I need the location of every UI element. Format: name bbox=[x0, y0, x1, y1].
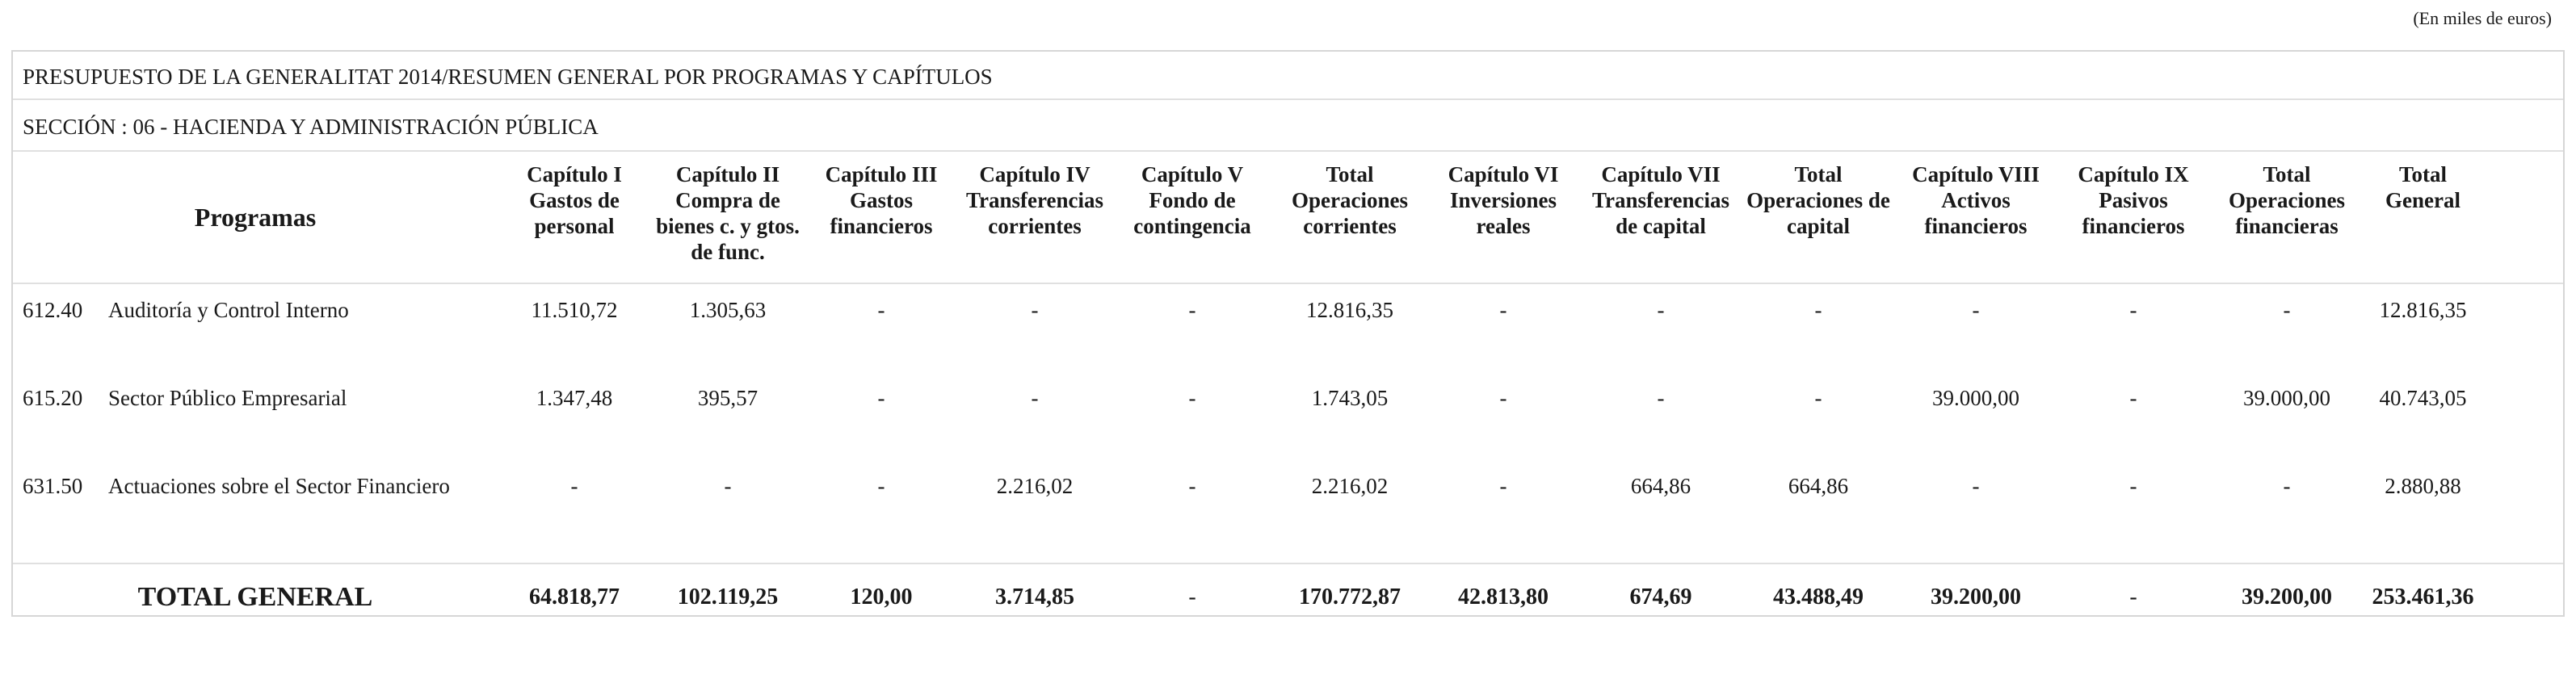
total-tot-fin: 39.200,00 bbox=[2242, 584, 2333, 610]
table-header-row bbox=[13, 152, 2563, 283]
col-header-tot-fin: Total Operaciones financieras bbox=[2210, 152, 2364, 283]
col-header-cap2: Capítulo II Compra de bienes c. y gtos. de func. bbox=[651, 152, 805, 283]
cell-cap7: 664,86 bbox=[1580, 460, 1742, 563]
cell-cap2: 395,57 bbox=[697, 386, 759, 410]
cell-tot-corr: 12.816,35 bbox=[1306, 298, 1394, 322]
col-header-cap7: Capítulo VII Transferencias de capital bbox=[1580, 152, 1742, 283]
col-header-cap4: Capítulo IV Transferencias corrientes bbox=[958, 152, 1112, 283]
total-cap9: - bbox=[2129, 584, 2137, 610]
cell-tot-fin: 39.000,00 bbox=[2243, 386, 2331, 410]
cell-cap8: - bbox=[1972, 298, 1980, 322]
col-header-total: Total General bbox=[2364, 152, 2482, 283]
total-spacer bbox=[2482, 563, 2563, 631]
total-general: 253.461,36 bbox=[2372, 584, 2474, 610]
cell-cap8: 39.000,00 bbox=[1932, 386, 2020, 410]
table-row bbox=[13, 283, 2563, 372]
total-tot-cap: 43.488,49 bbox=[1773, 584, 1864, 610]
cell-spacer bbox=[2482, 460, 2563, 563]
col-header-tot-corr: Total Operaciones corrientes bbox=[1273, 152, 1427, 283]
total-cap8: 39.200,00 bbox=[1931, 584, 2022, 610]
table-row bbox=[13, 460, 2563, 563]
cell-cap7: - bbox=[1657, 298, 1665, 322]
report-title: PRESUPUESTO DE LA GENERALITAT 2014/RESUMEN GENERAL POR PROGRAMAS Y CAPÍTULOS bbox=[13, 52, 2563, 100]
total-cap7: 674,69 bbox=[1629, 584, 1692, 610]
table-row bbox=[13, 372, 2563, 460]
cell-cap2: 1.305,63 bbox=[689, 298, 767, 322]
cell-cap5: - bbox=[1188, 386, 1196, 410]
program-code: 615.20 bbox=[23, 386, 83, 410]
cell-tot-cap: 664,86 bbox=[1742, 460, 1895, 563]
cell-spacer bbox=[2482, 283, 2563, 372]
cell-cap1: 1.347,48 bbox=[536, 386, 613, 410]
cell-cap3: - bbox=[877, 386, 885, 410]
cell-cap6: - bbox=[1499, 386, 1507, 410]
cell-cap6: - bbox=[1499, 298, 1507, 322]
col-header-cap1: Capítulo I Gastos de personal bbox=[498, 152, 651, 283]
cell-cap4: 2.216,02 bbox=[958, 460, 1112, 563]
total-tot-corr: 170.772,87 bbox=[1299, 584, 1401, 610]
col-header-cap3: Capítulo III Gastos financieros bbox=[805, 152, 958, 283]
program-name: Actuaciones sobre el Sector Financiero bbox=[108, 460, 498, 563]
total-cap3: 120,00 bbox=[850, 584, 913, 610]
total-cap2: 102.119,25 bbox=[677, 584, 779, 610]
cell-cap9: - bbox=[2129, 298, 2137, 322]
total-cap1: 64.818,77 bbox=[529, 584, 620, 610]
col-header-cap6: Capítulo VI Inversiones reales bbox=[1427, 152, 1580, 283]
cell-cap3: - bbox=[877, 298, 885, 322]
cell-tot-fin: - bbox=[2210, 460, 2364, 563]
col-header-tot-cap: Total Operaciones de capital bbox=[1742, 152, 1895, 283]
program-name: Auditoría y Control Interno bbox=[108, 298, 349, 322]
cell-tot-corr: 2.216,02 bbox=[1273, 460, 1427, 563]
budget-table bbox=[13, 152, 2563, 631]
col-header-programas: Programas bbox=[13, 152, 498, 283]
program-name: Sector Público Empresarial bbox=[108, 386, 347, 410]
col-header-spacer bbox=[2482, 152, 2563, 283]
cell-cap4: - bbox=[1031, 386, 1039, 410]
program-code: 612.40 bbox=[23, 298, 83, 322]
col-header-cap9: Capítulo IX Pasivos financieros bbox=[2057, 152, 2210, 283]
cell-cap6: - bbox=[1427, 460, 1580, 563]
cell-cap3: - bbox=[805, 460, 958, 563]
cell-tot-cap: - bbox=[1814, 386, 1822, 410]
cell-total: 12.816,35 bbox=[2379, 298, 2467, 322]
cell-cap7: - bbox=[1657, 386, 1665, 410]
cell-cap8: - bbox=[1895, 460, 2057, 563]
cell-spacer bbox=[2482, 372, 2563, 460]
cell-total: 2.880,88 bbox=[2364, 460, 2482, 563]
cell-tot-fin: - bbox=[2283, 298, 2291, 322]
cell-cap1: 11.510,72 bbox=[531, 298, 618, 322]
total-row bbox=[13, 563, 2563, 631]
cell-tot-corr: 1.743,05 bbox=[1311, 386, 1389, 410]
cell-cap9: - bbox=[2129, 386, 2137, 410]
cell-cap4: - bbox=[1031, 298, 1039, 322]
program-code: 631.50 bbox=[13, 460, 108, 563]
units-note: (En miles de euros) bbox=[2413, 8, 2552, 28]
budget-report bbox=[11, 50, 2565, 617]
cell-cap1: - bbox=[498, 460, 651, 563]
cell-cap9: - bbox=[2057, 460, 2210, 563]
total-cap4: 3.714,85 bbox=[995, 584, 1075, 610]
total-cap5: - bbox=[1188, 584, 1196, 610]
total-cap6: 42.813,80 bbox=[1458, 584, 1549, 610]
cell-cap5: - bbox=[1112, 460, 1273, 563]
col-header-cap8: Capítulo VIII Activos financieros bbox=[1895, 152, 2057, 283]
cell-total: 40.743,05 bbox=[2379, 386, 2467, 410]
total-label: TOTAL GENERAL bbox=[137, 582, 373, 612]
section-heading: SECCIÓN : 06 - HACIENDA Y ADMINISTRACIÓN PÚBLICA bbox=[13, 100, 2563, 152]
cell-cap2: - bbox=[651, 460, 805, 563]
cell-cap5: - bbox=[1188, 298, 1196, 322]
col-header-cap5: Capítulo V Fondo de contingencia bbox=[1112, 152, 1273, 283]
cell-tot-cap: - bbox=[1814, 298, 1822, 322]
